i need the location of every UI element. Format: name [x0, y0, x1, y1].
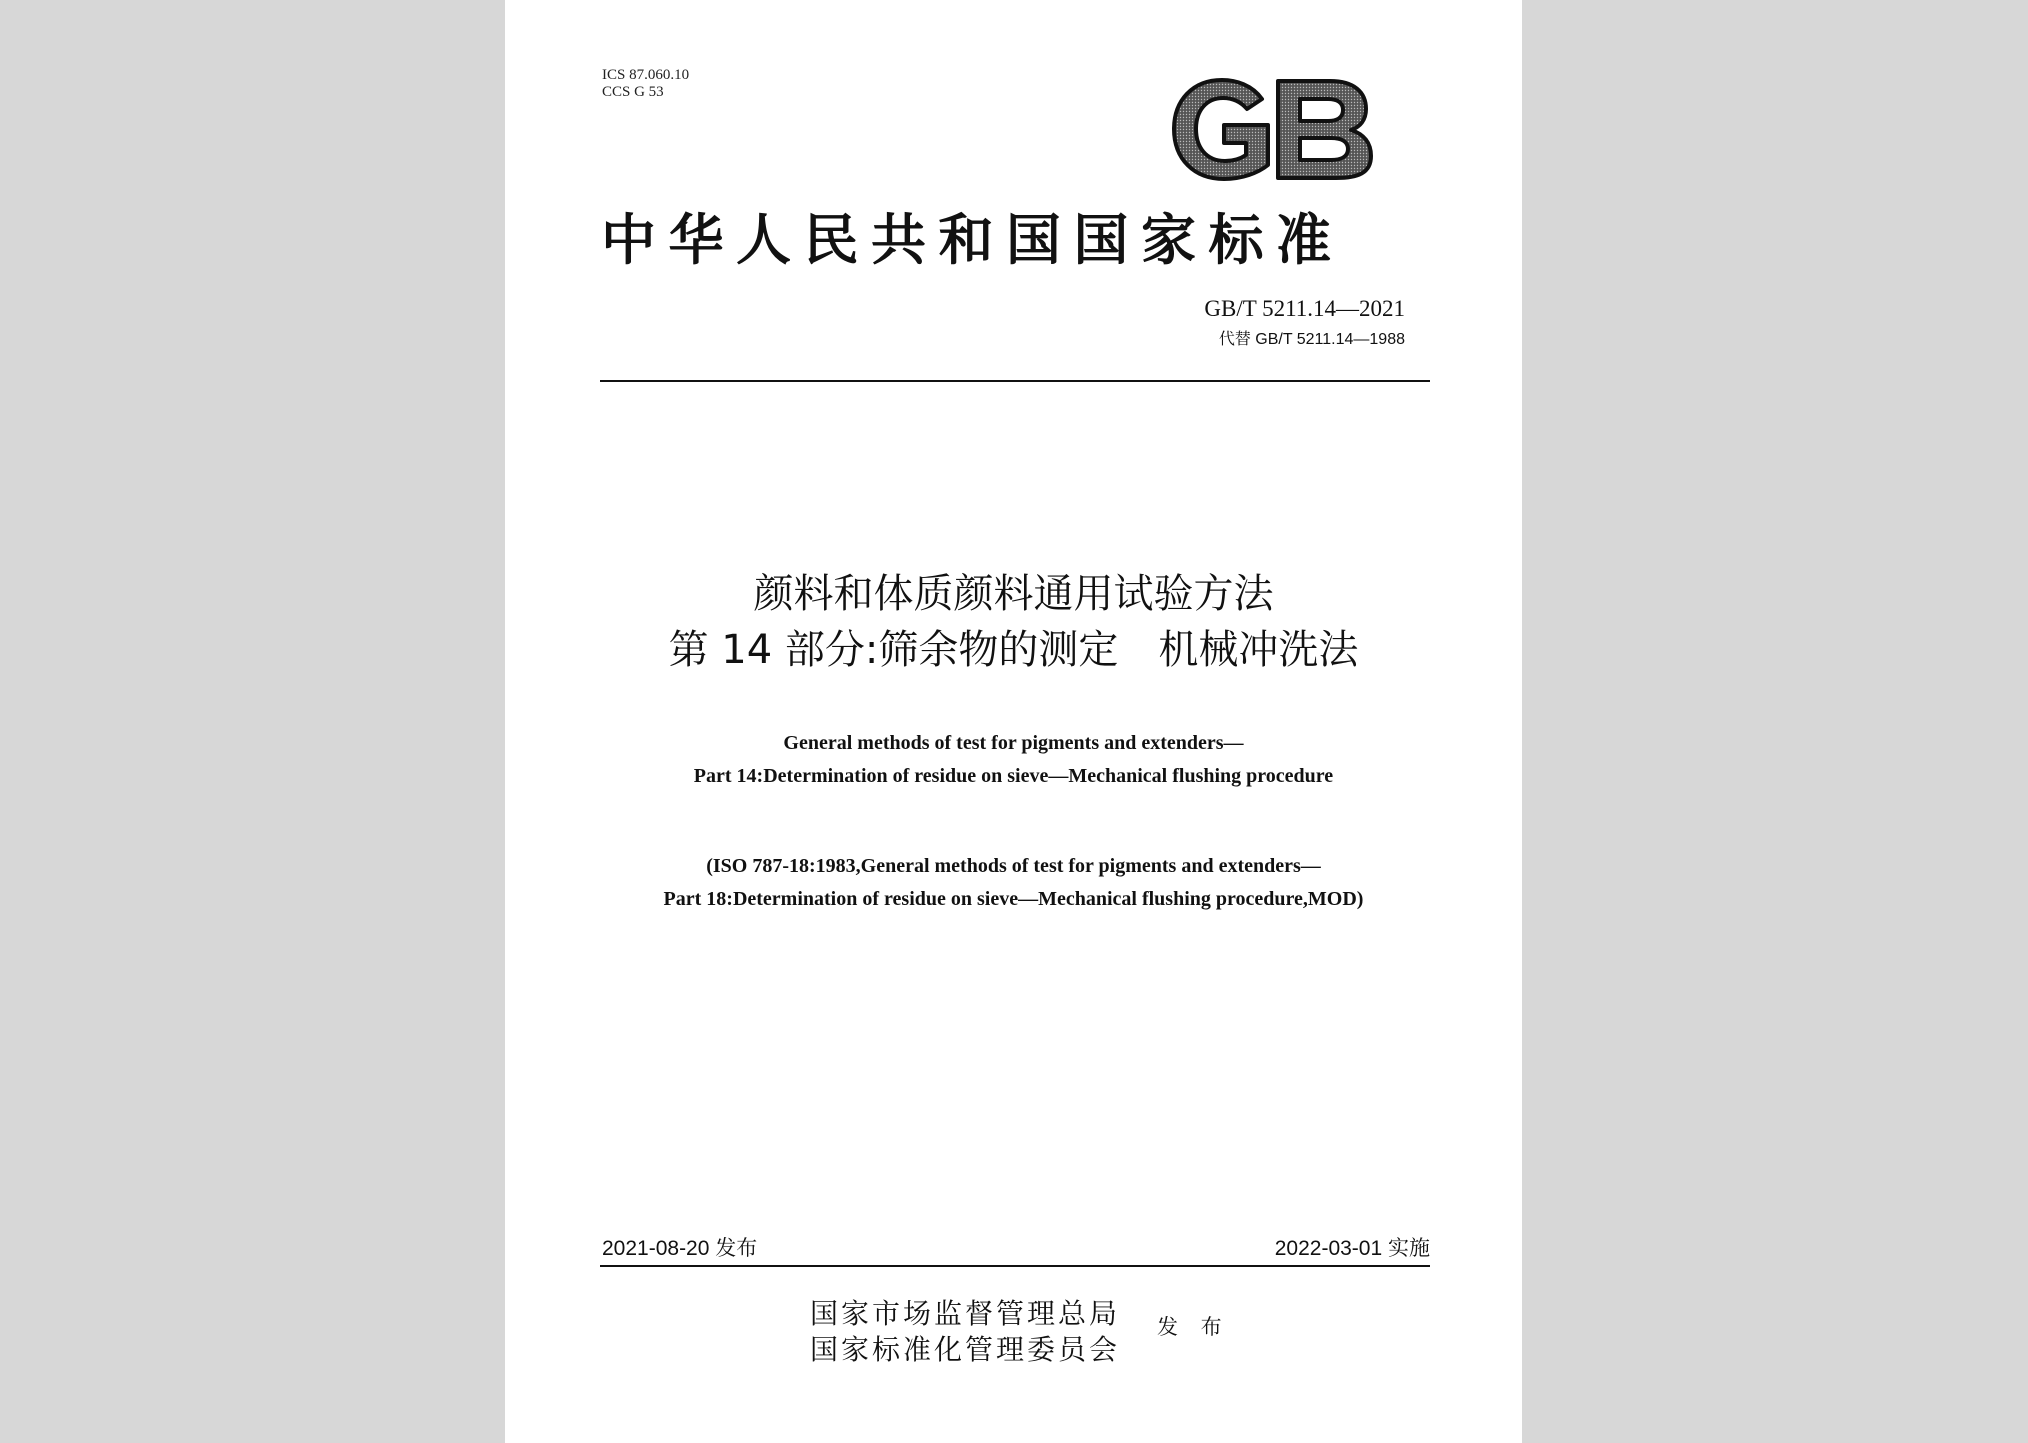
top-divider	[600, 380, 1430, 382]
title-en-line-2: Part 14:Determination of residue on sieve—Mechanical flushing procedure	[693, 765, 1334, 787]
publish-label: 发 布	[1157, 1315, 1230, 1339]
title-cn-line-1: 颜料和体质颜料通用试验方法	[753, 571, 1274, 617]
country-standard-heading: 中华人民共和国国家标准	[601, 207, 1344, 272]
iso-ref-line-1: (ISO 787-18:1983,General methods of test for pigments and extenders—	[706, 855, 1321, 877]
standard-number: GB/T 5211.14—2021	[1204, 296, 1405, 321]
implementation-date: 2022-03-01 实施	[1274, 1237, 1430, 1260]
document-page	[505, 0, 1522, 1443]
ics-code: ICS 87.060.10	[602, 67, 690, 83]
title-en-line-1: General methods of test for pigments and extenders—	[783, 732, 1244, 754]
issue-date: 2021-08-20 发布	[602, 1237, 758, 1260]
replaces-standard: 代替 GB/T 5211.14—1988	[1218, 331, 1405, 348]
title-chinese	[505, 566, 1522, 678]
gb-logo	[1170, 77, 1375, 182]
title-english	[505, 727, 1522, 793]
classification-codes	[602, 67, 689, 101]
issuer-sac: 国家标准化管理委员会	[810, 1333, 1121, 1366]
iso-reference	[505, 850, 1522, 916]
issuer-samr: 国家市场监督管理总局	[810, 1297, 1121, 1330]
bottom-divider	[600, 1265, 1430, 1267]
ccs-code: CCS G 53	[602, 84, 664, 100]
title-cn-line-2: 第 14 部分:筛余物的测定 机械冲洗法	[668, 627, 1359, 673]
iso-ref-line-2: Part 18:Determination of residue on sieve—Mechanical flushing procedure,MOD)	[663, 888, 1364, 910]
issuing-authorities	[810, 1296, 1120, 1368]
